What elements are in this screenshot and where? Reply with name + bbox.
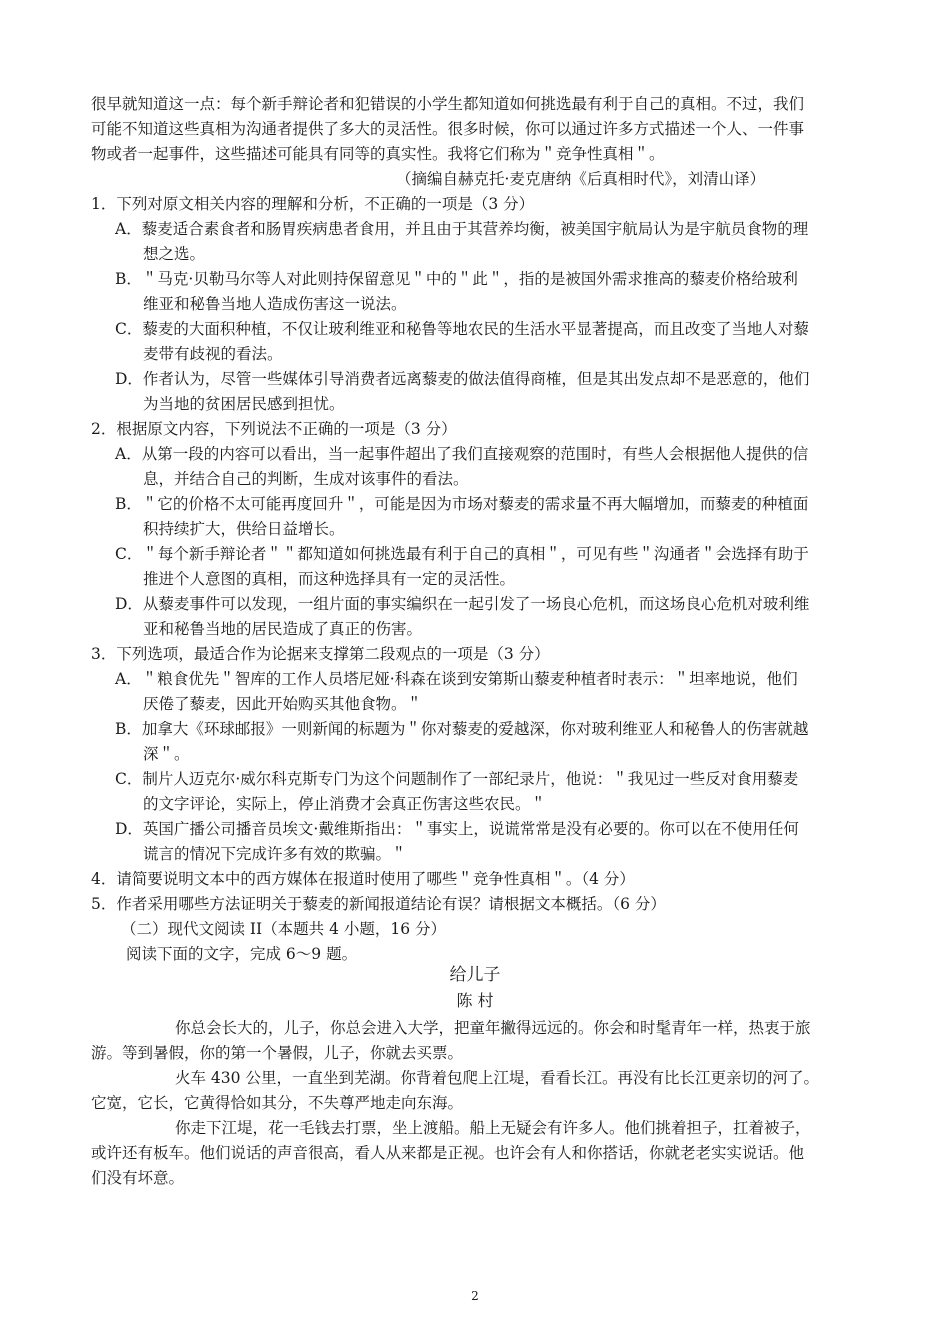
prose-line: 它宽，它长，它黄得恰如其分，不失尊严地走向东海。 <box>91 1094 464 1112</box>
poem-title: 给儿子 <box>449 965 501 985</box>
option-line: 麦带有歧视的看法。 <box>143 345 283 363</box>
option-line: 为当地的贫困居民感到担忧。 <box>143 395 345 413</box>
option-line: D．英国广播公司播音员埃文·戴维斯指出：＂事实上，说谎常常是没有必要的。你可以在不使用任何 <box>115 820 799 838</box>
option-line: 息，并结合自己的判断，生成对该事件的看法。 <box>143 470 469 488</box>
option-line: C．藜麦的大面积种植，不仅让玻利维亚和秘鲁等地农民的生活水平显著提高，而且改变了当地人对藜 <box>115 320 809 338</box>
option-line: C．＂每个新手辩论者＂＂都知道如何挑选最有利于自己的真相＂，可见有些＂沟通者＂会选择有助于 <box>115 545 809 563</box>
passage-line: 很早就知道这一点：每个新手辩论者和犯错误的小学生都知道如何挑选最有利于自己的真相。不过，我们 <box>91 95 805 113</box>
option-line: A．藜麦适合素食者和肠胃疾病患者食用，并且由于其营养均衡，被美国宇航局认为是宇航员食物的理 <box>115 220 809 238</box>
option-line: 亚和秘鲁当地的居民造成了真正的伤害。 <box>143 620 423 638</box>
passage-line: 可能不知道这些真相为沟通者提供了多大的灵活性。很多时候，你可以通过许多方式描述一个人、一件事 <box>91 120 805 138</box>
question-stem: 1．下列对原文相关内容的理解和分析，不正确的一项是（3 分） <box>91 195 535 213</box>
option-line: B．加拿大《环球邮报》一则新闻的标题为＂你对藜麦的爱越深，你对玻利维亚人和秘鲁人的伤害就越 <box>115 720 809 738</box>
prose-line: 你走下江堤，花一毛钱去打票，坐上渡船。船上无疑会有许多人。他们挑着担子，扛着被子， <box>175 1119 811 1137</box>
poem-author: 陈 村 <box>456 991 494 1010</box>
option-line: B．＂它的价格不太可能再度回升＂，可能是因为市场对藜麦的需求量不再大幅增加，而藜麦的种植面 <box>115 495 809 513</box>
option-line: A．＂粮食优先＂智库的工作人员塔尼娅·科森在谈到安第斯山藜麦种植者时表示：＂坦率地说，他们 <box>115 670 798 688</box>
question-stem: 3．下列选项，最适合作为论据来支撑第二段观点的一项是（3 分） <box>91 645 550 663</box>
option-line: 维亚和秘鲁当地人造成伤害这一说法。 <box>143 295 407 313</box>
prose-line: 们没有坏意。 <box>91 1169 185 1187</box>
source-note: （摘编自赫克托·麦克唐纳《后真相时代》，刘清山译） <box>396 170 766 188</box>
option-line: 谎言的情况下完成许多有效的欺骗。＂ <box>143 845 407 863</box>
prose-line: 或许还有板车。他们说话的声音很高，看人从来都是正视。也许会有人和你搭话，你就老老实实说话。他 <box>91 1144 805 1162</box>
question-stem: 4．请简要说明文本中的西方媒体在报道时使用了哪些＂竞争性真相＂。（4 分） <box>91 870 635 888</box>
option-line: D．从藜麦事件可以发现，一组片面的事实编织在一起引发了一场良心危机，而这场良心危机对玻利维 <box>115 595 810 613</box>
option-line: C．制片人迈克尔·威尔科克斯专门为这个问题制作了一部纪录片，他说：＂我见过一些反对食用藜麦 <box>115 770 799 788</box>
option-line: 厌倦了藜麦，因此开始购买其他食物。＂ <box>143 695 423 713</box>
prose-line: 你总会长大的，儿子，你总会进入大学，把童年撇得远远的。你会和时髦青年一样，热衷于旅 <box>175 1019 811 1037</box>
option-line: 积持续扩大，供给日益增长。 <box>143 520 345 538</box>
question-stem: 2．根据原文内容，下列说法不正确的一项是（3 分） <box>91 420 457 438</box>
question-stem: 5．作者采用哪些方法证明关于藜麦的新闻报道结论有误？请根据文本概括。（6 分） <box>91 895 666 913</box>
section-heading: （二）现代文阅读 II（本题共 4 小题，16 分） <box>121 920 447 938</box>
option-line: 的文字评论，实际上，停止消费才会真正伤害这些农民。＂ <box>143 795 547 813</box>
passage-line: 物或者一起事件，这些描述可能具有同等的真实性。我将它们称为＂竞争性真相＂。 <box>91 145 665 163</box>
section-instruction: 阅读下面的文字，完成 6～9 题。 <box>126 945 358 963</box>
prose-line: 火车 430 公里，一直坐到芜湖。你背着包爬上江堤，看看长江。再没有比长江更亲切的河了。 <box>175 1069 819 1087</box>
prose-line: 游。等到暑假，你的第一个暑假，儿子，你就去买票。 <box>91 1044 464 1062</box>
option-line: D．作者认为，尽管一些媒体引导消费者远离藜麦的做法值得商榷，但是其出发点却不是恶意的，他们 <box>115 370 810 388</box>
page-number: 2 <box>471 1289 479 1303</box>
option-line: 想之选。 <box>143 245 206 263</box>
option-line: B．＂马克·贝勒马尔等人对此则持保留意见＂中的＂此＂，指的是被国外需求推高的藜麦价格给玻利 <box>115 270 798 288</box>
option-line: 深＂。 <box>143 745 190 763</box>
option-line: 推进个人意图的真相，而这种选择具有一定的灵活性。 <box>143 570 516 588</box>
option-line: A．从第一段的内容可以看出，当一起事件超出了我们直接观察的范围时，有些人会根据他人提供的信 <box>115 445 809 463</box>
